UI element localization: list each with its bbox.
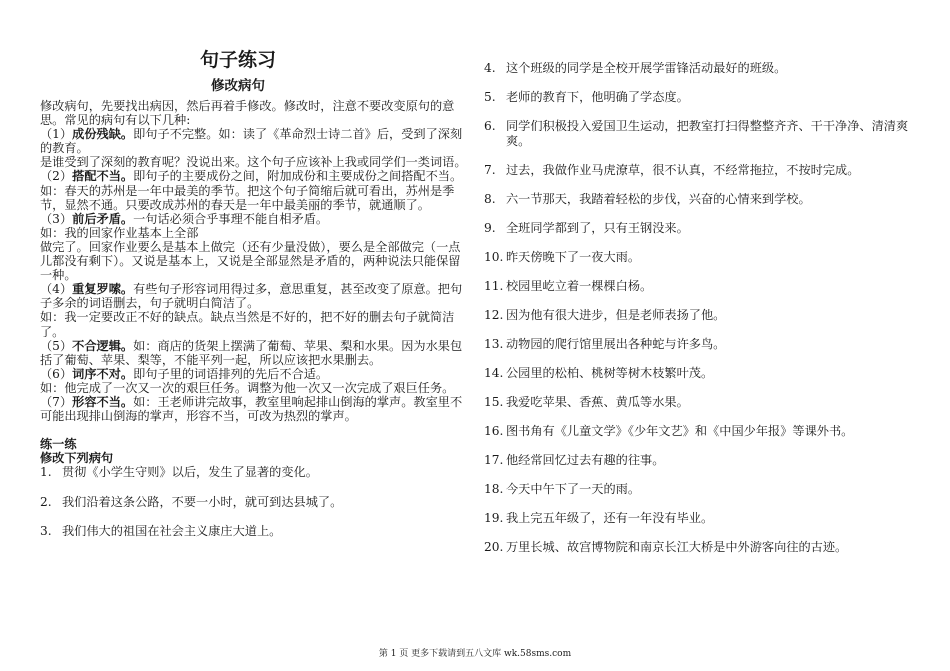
error-type-example: 如：我一定要改正不好的缺点。缺点当然是不好的，把不好的删去句子就简洁了。 xyxy=(40,310,455,339)
exercise-item xyxy=(484,453,924,482)
exercise-item xyxy=(484,337,924,366)
exercise-number: 8. xyxy=(484,192,496,206)
exercise-text: 昨天傍晚下了一夜大雨。 xyxy=(506,250,641,264)
exercise-text: 公园里的松柏、桃树等树木枝繁叶茂。 xyxy=(506,366,714,380)
exercise-item xyxy=(484,482,924,511)
exercise-list-left xyxy=(40,465,472,554)
error-type-text: 有些句子形容词用得过多，意思重复，甚至改变了原意。把句子多余的词语删去，句子就明白简洁了。 xyxy=(40,282,463,311)
exercise-text: 今天中午下了一天的雨。 xyxy=(506,482,641,496)
exercise-number: 6. xyxy=(484,119,496,133)
error-type-item xyxy=(40,127,472,155)
exercise-item xyxy=(40,524,472,554)
exercise-item xyxy=(484,61,924,90)
exercise-number: 9. xyxy=(484,221,496,235)
exercise-text: 我爱吃苹果、香蕉、黄瓜等水果。 xyxy=(506,395,689,409)
exercise-number: 12. xyxy=(484,308,504,322)
error-type-text: 如：商店的货架上摆满了葡萄、苹果、梨和水果。因为水果包括了葡萄、苹果、梨等，不能平列一起，所以应该把水果删去。 xyxy=(40,338,463,367)
error-type-item xyxy=(40,282,472,310)
exercise-text: 万里长城、故宫博物院和南京长江大桥是中外游客向往的古迹。 xyxy=(506,540,848,554)
exercise-item xyxy=(484,163,924,192)
exercise-item xyxy=(484,279,924,308)
exercise-item xyxy=(484,511,924,540)
exercise-item xyxy=(484,366,924,395)
error-type-name: 前后矛盾。 xyxy=(72,211,134,226)
error-type-text: 即句子不完整。如：读了《革命烈士诗二首》后，受到了深刻的教育。 xyxy=(40,127,463,156)
exercise-text: 校园里屹立着一棵棵白杨。 xyxy=(506,279,653,293)
exercise-number: 11. xyxy=(484,279,504,293)
exercise-number: 10. xyxy=(484,250,504,264)
error-type-example: 如：春天的苏州是一年中最美的季节。把这个句子简缩后就可看出，苏州是季节，显然不通。只要改成苏州的春天是一年中最美丽的季节，就通顺了。 xyxy=(40,183,455,212)
exercise-text: 他经常回忆过去有趣的往事。 xyxy=(506,453,665,467)
error-type-text: 即句子的主要成份之间，附加成份和主要成份之间搭配不当。 xyxy=(133,169,463,184)
section-subtitle: 修改病句 xyxy=(211,78,265,94)
exercise-item xyxy=(40,465,472,495)
exercise-number: 3. xyxy=(40,524,52,539)
exercise-text: 全班同学都到了，只有王钢没来。 xyxy=(506,221,689,235)
error-type-item xyxy=(40,169,472,183)
error-type-number: （4） xyxy=(40,282,73,297)
error-type-example: 如：我的回家作业基本上全部 xyxy=(40,225,199,240)
exercise-text: 这个班级的同学是全校开展学雷锋活动最好的班级。 xyxy=(506,61,787,75)
exercise-text: 老师的教育下，他明确了学态度。 xyxy=(506,90,689,104)
practice-subheading: 修改下列病句 xyxy=(40,451,114,466)
exercise-item xyxy=(484,250,924,279)
practice-heading: 练一练 xyxy=(40,437,77,452)
exercise-item xyxy=(484,424,924,453)
error-type-list xyxy=(40,127,472,423)
error-type-name: 重复罗嗦。 xyxy=(72,282,134,297)
error-type-number: （5） xyxy=(40,338,73,353)
error-type-example: 是谁受到了深刻的教育呢？没说出来。这个句子应该补上我或同学们一类词语。 xyxy=(40,155,467,170)
exercise-item xyxy=(484,192,924,221)
exercise-text: 因为他有很大进步，但是老师表扬了他。 xyxy=(506,308,726,322)
error-type-name: 形容不当。 xyxy=(72,394,134,409)
exercise-text: 我们沿着这条公路，不要一小时，就可到达县城了。 xyxy=(62,494,343,509)
intro-paragraph: 修改病句，先要找出病因，然后再着手修改。修改时，注意不要改变原句的意思。常见的病句有以下几种: xyxy=(40,99,455,128)
exercise-text: 同学们积极投入爱国卫生运动，把教室打扫得整整齐齐、干干净净、清清爽爽。 xyxy=(506,119,909,148)
exercise-number: 16. xyxy=(484,424,504,438)
error-type-text: 即句子里的词语排列的先后不合适。 xyxy=(133,366,329,381)
exercise-number: 14. xyxy=(484,366,504,380)
exercise-text: 动物园的爬行馆里展出各种蛇与许多鸟。 xyxy=(506,337,726,351)
error-type-number: （2） xyxy=(40,169,73,184)
exercise-item xyxy=(484,90,924,119)
exercise-number: 15. xyxy=(484,395,504,409)
page-footer: 第 1 页 更多下载请到五八文库 wk.58sms.com xyxy=(378,649,572,659)
error-type-item xyxy=(40,212,472,226)
right-column xyxy=(484,61,924,569)
exercise-number: 20. xyxy=(484,540,504,554)
exercise-number: 2. xyxy=(40,494,52,509)
exercise-text: 图书角有《儿童文学》《少年文艺》和《中国少年报》等课外书。 xyxy=(506,424,854,438)
error-type-item xyxy=(40,339,472,367)
exercise-number: 1. xyxy=(40,465,52,480)
exercise-item xyxy=(40,495,472,525)
exercise-number: 5. xyxy=(484,90,496,104)
error-type-name: 成份残缺。 xyxy=(72,127,134,142)
exercise-text: 六一节那天，我踏着轻松的步伐，兴奋的心情来到学校。 xyxy=(506,192,811,206)
exercise-number: 19. xyxy=(484,511,504,525)
exercise-item xyxy=(484,540,924,569)
error-type-name: 词序不对。 xyxy=(72,366,134,381)
error-type-item xyxy=(40,395,472,423)
exercise-item xyxy=(484,119,924,163)
error-type-text: 一句话必须合乎事理不能自相矛盾。 xyxy=(133,211,329,226)
exercise-number: 7. xyxy=(484,163,496,177)
left-column xyxy=(40,48,472,554)
error-type-number: （7） xyxy=(40,394,73,409)
exercise-item xyxy=(484,221,924,250)
error-type-name: 不合逻辑。 xyxy=(72,338,134,353)
page-title: 句子练习 xyxy=(199,49,276,71)
error-type-text: 如：王老师讲完故事，教室里响起排山倒海的掌声。教室里不可能出现排山倒海的掌声，形容不当，可改为热烈的掌声。 xyxy=(40,394,463,424)
exercise-text: 我们伟大的祖国在社会主义康庄大道上。 xyxy=(62,524,282,539)
error-type-item xyxy=(40,367,472,381)
exercise-text: 过去，我做作业马虎潦草，很不认真，不经常拖拉，不按时完成。 xyxy=(506,163,860,177)
exercise-text: 贯彻《小学生守则》以后，发生了显著的变化。 xyxy=(62,465,318,480)
error-type-number: （1） xyxy=(40,127,73,142)
exercise-number: 13. xyxy=(484,337,504,351)
exercise-item xyxy=(484,308,924,337)
error-type-number: （6） xyxy=(40,366,73,381)
exercise-number: 18. xyxy=(484,482,504,496)
error-type-number: （3） xyxy=(40,211,73,226)
exercise-number: 4. xyxy=(484,61,496,75)
exercise-number: 17. xyxy=(484,453,504,467)
error-type-example: 如：他完成了一次又一次的艰巨任务。调整为他一次又一次完成了艰巨任务。 xyxy=(40,380,455,395)
exercise-item xyxy=(484,395,924,424)
exercise-text: 我上完五年级了，还有一年没有毕业。 xyxy=(506,511,714,525)
error-type-example: 做完了。回家作业要么是基本上做完（还有少量没做），要么是全部做完（一点儿都没有剩下）。又说是基本上，又说是全部显然是矛盾的，两种说法只能保留一种。 xyxy=(40,239,461,283)
error-type-name: 搭配不当。 xyxy=(72,169,134,184)
